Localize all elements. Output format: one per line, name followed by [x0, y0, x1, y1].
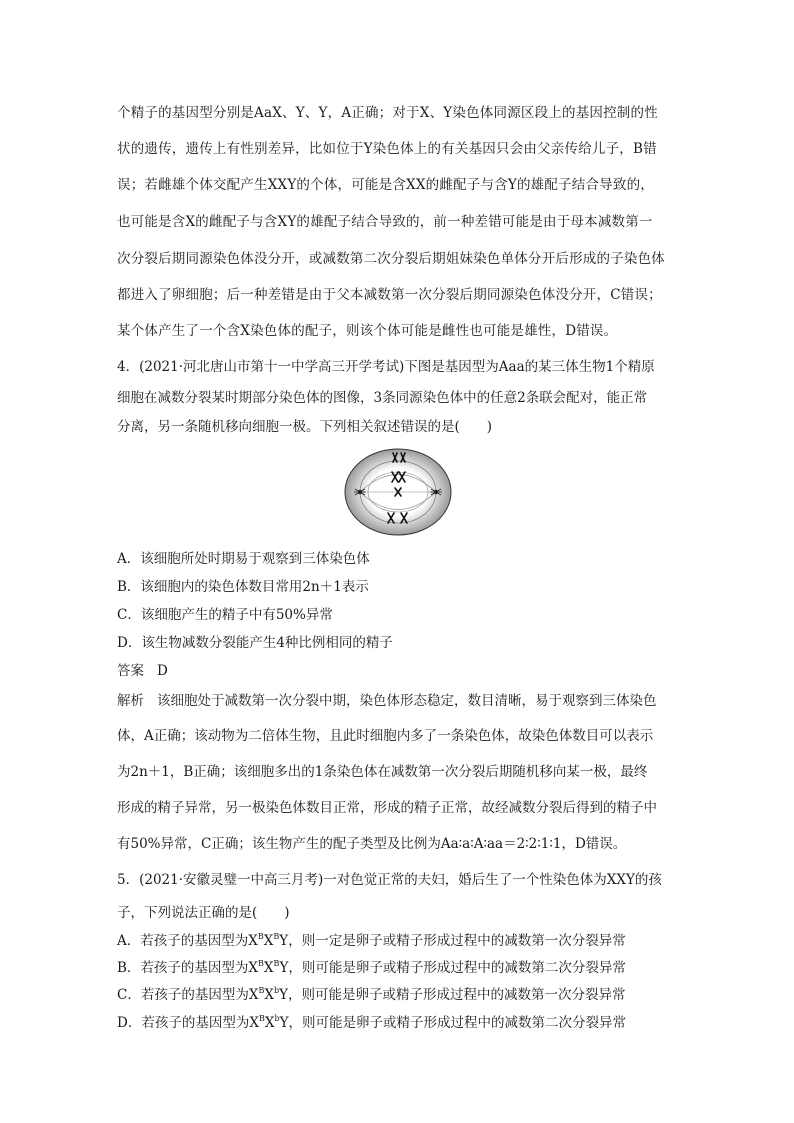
q5-c-mid: X: [264, 987, 274, 1003]
q5-c-sup-1: B: [258, 985, 265, 995]
q5-d-mid: X: [264, 1015, 275, 1031]
q4-stem-line-1: 4．(2021·河北唐山市第十一中学高三开学考试)下图是基因型为Aaa的某三体生物1个精原: [117, 359, 655, 375]
q5-option-c: [117, 983, 626, 1003]
q5-b-sup-2: B: [273, 958, 280, 968]
q4-analysis-line-3: 为2n＋1，B正确；该细胞多出的1条染色体在减数第一次分裂后期随机移向某一极，最终: [117, 764, 648, 780]
analysis-3-line-4: 也可能是含X的雌配子与含XY的雄配子结合导致的，前一种差错可能是由于母本减数第一: [117, 214, 653, 230]
meiosis-cell-figure: [343, 447, 453, 537]
q5-a-sup-2: B: [273, 931, 280, 941]
analysis-3-line-3: 误；若雌雄个体交配产生XXY的个体，可能是含XX的雌配子与含Y的雄配子结合导致的，: [117, 177, 654, 193]
analysis-3-line-1: 个精子的基因型分别是AaX、Y、Y，A正确；对于X、Y染色体同源区段上的基因控制的性: [117, 105, 658, 121]
q5-d-sup-2: b: [274, 1013, 280, 1023]
q5-a-sup-1: B: [257, 931, 264, 941]
q5-c-prefix: C．若孩子的基因型为X: [117, 987, 259, 1003]
q5-a-prefix: A．若孩子的基因型为X: [117, 933, 258, 949]
q5-a-suffix: Y，则一定是卵子或精子形成过程中的减数第一次分裂异常: [279, 933, 626, 949]
q5-stem-line-1: 5．(2021·安徽灵璧一中高三月考)一对色觉正常的夫妇，婚后生了一个性染色体为XXY的孩: [117, 872, 662, 888]
q4-stem-line-2: 细胞在减数分裂某时期部分染色体的图像，3条同源染色体中的任意2条联会配对，能正常: [117, 390, 648, 406]
q5-b-mid: X: [263, 960, 274, 976]
q4-analysis-line-4: 形成的精子异常，另一极染色体数目正常，形成的精子正常，故经减数分裂后得到的精子中: [117, 800, 657, 816]
q4-analysis-line-5: 有50%异常，C正确；该生物产生的配子类型及比例为Aa∶a∶A∶aa＝2∶2∶1∶1，D错误。: [117, 836, 627, 852]
q5-b-prefix: B．若孩子的基因型为X: [117, 960, 259, 976]
q4-stem-line-3: 分离，另一条随机移向细胞一极。下列相关叙述错误的是( ): [117, 419, 493, 435]
q4-analysis-line-1: [117, 689, 657, 709]
q5-b-sup-1: B: [258, 958, 264, 968]
q5-option-d: [117, 1011, 626, 1031]
q4-answer: [117, 659, 168, 679]
analysis-label: 解析: [117, 693, 144, 709]
centrosome-right: [430, 489, 442, 495]
q5-d-sup-1: B: [258, 1013, 265, 1023]
analysis-3-line-7: 某个体产生了一个含X染色体的配子，则该个体可能是雌性也可能是雄性，D错误。: [117, 323, 618, 339]
q5-d-suffix: Y，则可能是卵子或精子形成过程中的减数第二次分裂异常: [279, 1015, 626, 1031]
q5-option-a: [117, 929, 626, 949]
answer-value: D: [157, 663, 168, 679]
centrosome-left: [354, 489, 366, 495]
analysis-3-line-5: 次分裂后期同源染色体没分开，或减数第二次分裂后期姐妹染色单体分开后形成的子染色体: [117, 251, 665, 267]
q4-option-d: D．该生物减数分裂能产生4种比例相同的精子: [117, 635, 393, 651]
analysis-3-line-6: 都进入了卵细胞；后一种差错是由于父本减数第一次分裂后期同源染色体没分开，C错误；: [117, 287, 662, 303]
q4-option-a: A．该细胞所处时期易于观察到三体染色体: [117, 551, 370, 567]
q4-analysis-line-2: 体，A正确；该动物为二倍体生物，且此时细胞内多了一条染色体，故染色体数目可以表示: [117, 728, 654, 744]
q4-option-b: B．该细胞内的染色体数目常用2n＋1表示: [117, 579, 369, 595]
q5-stem-line-2: 子，下列说法正确的是( ): [117, 905, 290, 921]
q4-option-c: C．该细胞产生的精子中有50%异常: [117, 607, 333, 623]
analysis-3-line-2: 状的遗传，遗传上有性别差异，比如位于Y染色体上的有关基因只会由父亲传给儿子，B错: [117, 141, 657, 157]
q5-a-mid: X: [263, 933, 274, 949]
answer-label: 答案: [117, 663, 144, 679]
q4-analysis-text-1: 该细胞处于减数第一次分裂中期，染色体形态稳定，数目清晰，易于观察到三体染色: [157, 693, 657, 709]
q5-c-suffix: Y，则可能是卵子或精子形成过程中的减数第一次分裂异常: [279, 987, 626, 1003]
q5-d-prefix: D．若孩子的基因型为X: [117, 1015, 259, 1031]
q5-c-sup-2: b: [273, 985, 280, 995]
q5-b-suffix: Y，则可能是卵子或精子形成过程中的减数第二次分裂异常: [279, 960, 626, 976]
q5-option-b: [117, 956, 626, 976]
